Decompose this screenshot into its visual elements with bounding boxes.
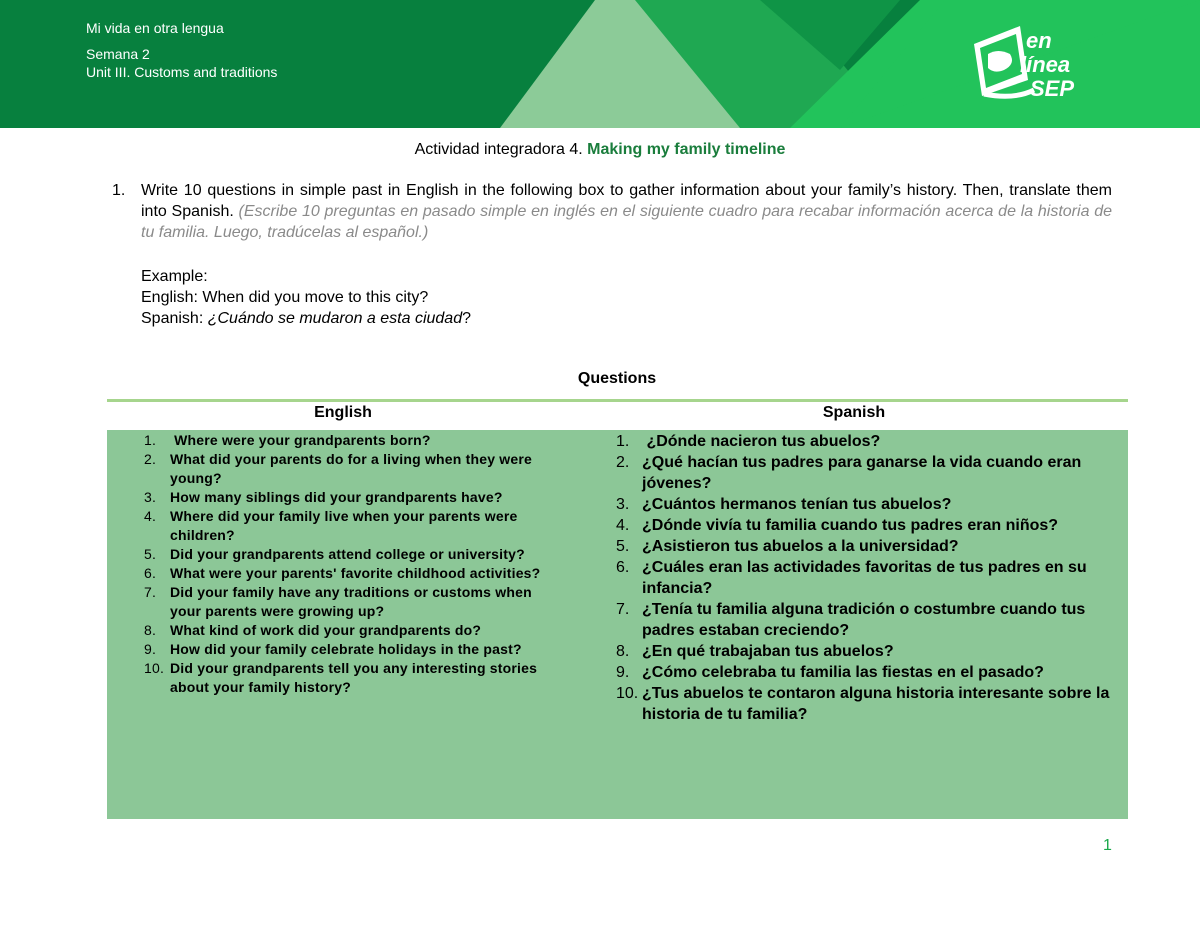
questions-title: Questions	[577, 370, 657, 387]
example-spanish-line	[141, 308, 471, 329]
prepa-en-linea-logo	[968, 14, 1098, 110]
instruction-text: Write 10 questions in simple past in English in the following box to gather information about your family’s history. Then, translate them into Spanish.	[141, 182, 1112, 220]
question-text: How many siblings did your grandparents have?	[170, 489, 503, 505]
course-title: Mi vida en otra lengua	[86, 20, 224, 36]
english-question	[144, 545, 564, 564]
spanish-question	[616, 599, 1126, 641]
activity-title	[0, 141, 1200, 159]
spanish-question	[616, 662, 1126, 683]
column-header-spanish: Spanish	[822, 404, 886, 421]
example-english-line	[141, 287, 471, 308]
english-question	[144, 583, 564, 621]
spanish-question	[616, 641, 1126, 662]
question-text: ¿Tus abuelos te contaron alguna historia interesante sobre la historia de tu familia?	[642, 685, 1114, 723]
spanish-question	[616, 431, 1126, 452]
english-question	[144, 659, 564, 697]
question-text: What did your parents do for a living when they were young?	[170, 451, 537, 486]
svg-text:en: en	[1026, 28, 1052, 53]
english-question	[144, 640, 564, 659]
example-spanish-label: Spanish:	[141, 310, 204, 327]
question-number: 8.	[616, 643, 630, 660]
question-text: ¿Qué hacían tus padres para ganarse la vida cuando eran jóvenes?	[642, 454, 1086, 492]
instruction-number: 1.	[112, 182, 126, 199]
svg-text:SEP: SEP	[1030, 76, 1075, 101]
example-spanish: ¿Cuándo se mudaron a esta ciudad	[207, 310, 463, 327]
english-question	[144, 564, 564, 583]
example-label: Example:	[141, 268, 208, 285]
question-number: 10.	[144, 660, 165, 676]
question-number: 10.	[616, 685, 639, 702]
question-text: ¿En qué trabajaban tus abuelos?	[642, 643, 894, 660]
english-question	[144, 450, 564, 488]
question-text: What kind of work did your grandparents do?	[170, 622, 482, 638]
question-number: 3.	[616, 496, 630, 513]
question-number: 7.	[144, 584, 157, 600]
english-question	[144, 488, 564, 507]
question-number: 9.	[616, 664, 630, 681]
spanish-question	[616, 557, 1126, 599]
english-questions-list	[144, 431, 564, 697]
question-number: 5.	[616, 538, 630, 555]
question-number: 3.	[144, 489, 157, 505]
spanish-question	[616, 683, 1126, 725]
activity-name: Making my family timeline	[587, 141, 786, 158]
question-number: 6.	[144, 565, 157, 581]
spanish-question	[616, 536, 1126, 557]
svg-text:línea: línea	[1020, 52, 1071, 77]
question-text: What were your parents' favorite childhood activities?	[170, 565, 541, 581]
question-text: ¿Dónde nacieron tus abuelos?	[642, 433, 881, 450]
activity-prefix: Actividad integradora 4.	[414, 141, 583, 158]
instruction	[112, 180, 1112, 243]
question-number: 9.	[144, 641, 157, 657]
instruction-spanish: (Escribe 10 preguntas en pasado simple en inglés en el siguiente cuadro para recabar información acerca de la historia de tu familia. Luego, tradúcelas al español.)	[141, 203, 1112, 241]
week-label: Semana 2	[86, 46, 150, 62]
question-text: ¿Tenía tu familia alguna tradición o costumbre cuando tus padres estaban creciendo?	[642, 601, 1090, 639]
spanish-question	[616, 494, 1126, 515]
question-text: ¿Asistieron tus abuelos a la universidad?	[642, 538, 959, 555]
question-number: 8.	[144, 622, 157, 638]
question-number: 6.	[616, 559, 630, 576]
question-text: ¿Cómo celebraba tu familia las fiestas en el pasado?	[642, 664, 1044, 681]
page-number: 1	[1103, 837, 1112, 854]
question-text: Where were your grandparents born?	[170, 432, 431, 448]
question-number: 2.	[616, 454, 630, 471]
question-text: Did your grandparents attend college or university?	[170, 546, 525, 562]
question-text: ¿Cuántos hermanos tenían tus abuelos?	[642, 496, 952, 513]
question-text: Did your grandparents tell you any interesting stories about your family history?	[170, 660, 542, 695]
spanish-question	[616, 452, 1126, 494]
example-spanish-end: ?	[462, 310, 472, 327]
question-number: 1.	[144, 432, 157, 448]
spanish-questions-list	[616, 431, 1126, 725]
english-question	[144, 431, 564, 450]
example-english-label: English:	[141, 289, 198, 306]
question-text: Where did your family live when your parents were children?	[170, 508, 522, 543]
unit-label: Unit III. Customs and traditions	[86, 64, 278, 80]
column-header-english: English	[314, 404, 372, 421]
spanish-question	[616, 515, 1126, 536]
question-number: 4.	[616, 517, 630, 534]
question-text: How did your family celebrate holidays in the past?	[170, 641, 522, 657]
question-number: 4.	[144, 508, 157, 524]
english-question	[144, 621, 564, 640]
question-number: 7.	[616, 601, 630, 618]
question-text: ¿Dónde vivía tu familia cuando tus padres eran niños?	[642, 517, 1059, 534]
question-number: 1.	[616, 433, 630, 450]
question-number: 5.	[144, 546, 157, 562]
question-text: ¿Cuáles eran las actividades favoritas de tus padres en su infancia?	[642, 559, 1092, 597]
example-english: When did you move to this city?	[202, 289, 429, 306]
question-text: Did your family have any traditions or customs when your parents were growing up?	[170, 584, 536, 619]
example-block	[141, 266, 471, 329]
question-number: 2.	[144, 451, 157, 467]
table-top-rule	[107, 399, 1128, 402]
english-question	[144, 507, 564, 545]
